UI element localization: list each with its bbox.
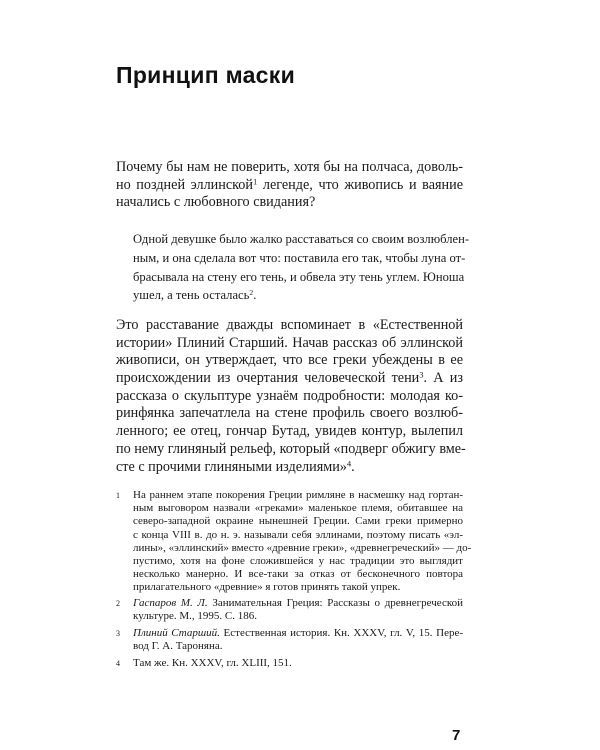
footnote-2 [116,597,463,623]
footnote-number: 2 [116,599,120,608]
footnote-ref[interactable]: 3 [419,369,424,380]
text-line: несколько манерно. И все-таки за отказ от бесконечного повтора [133,568,463,581]
text-fragment: легенде, что живопись и ваяние [262,176,464,193]
text-line: ринфянка запечатлела на стене профиль своего возлюб- [116,405,463,422]
text-line: Почему бы нам не поверить, хотя бы на полчаса, доволь- [116,159,463,175]
paragraph-intro [116,159,463,212]
text-line [133,627,463,640]
chapter-title: Принцип маски [116,62,296,88]
text-line: лины», «эллинский» вместо «древние греки», «древнегреческий» — до- [133,541,472,554]
text-line: На раннем этапе покорения Греции римляне в насмешку над гортан- [133,489,463,501]
text-fragment: Занимательная Греция: Рассказы о древнегреческой [212,597,464,609]
text-line: Одной девушке было жалко расставаться со своим возлюблен- [133,232,470,246]
text-fragment: ушел, а тень осталась [133,288,250,303]
text-line: Это расставание дважды вспоминает в «Естественной [116,317,463,333]
text-line [116,370,463,388]
text-line: вод Г. А. Тароняна. [133,640,223,653]
text-line [116,177,463,195]
quote-block [133,230,470,305]
text-line: с конца VIII в. до н. э. называли себя эллинами, поэтому писать «эл- [133,528,463,541]
text-fragment: но поздней эллинской [116,176,253,193]
footnote-3 [116,627,463,653]
text-line: истории» Плиний Старший. Начав рассказ об эллинской [116,334,463,351]
text-line: ным выговором назвали «греками» маленькое племя, обитавшее на [133,502,463,515]
text-line: Там же. Кн. XXXV, гл. XLIII, 151. [133,657,292,669]
text-line: культуре. М., 1995. С. 186. [133,610,257,623]
text-fragment: Естественная история. Кн. XXXV, гл. V, 15. Пере- [223,627,464,639]
footnote-number: 3 [116,629,120,638]
text-line: прилагательного «древние» я готов принять такой упрек. [133,581,401,594]
footnote-ref[interactable]: 1 [253,176,258,187]
paragraph-pliny [116,317,466,476]
footnote-number: 4 [116,659,120,668]
footnote-4 [116,657,463,670]
author-name: Гаспаров М. Л. [133,597,208,609]
footnote-number: 1 [116,491,120,500]
text-line: начались с любовного свидания? [116,194,316,211]
text-line: пустимо, хотя на фоне сложившейся у нас традиции это выглядит [133,554,463,567]
page-number: 7 [452,727,461,744]
text-line: брасывала на стену его тень, и обвела эту тень углем. Юноша [133,269,465,284]
text-line: ушел, а тень осталась$^2$. [133,288,257,303]
text-fragment: происхождении из очертания человеческой тени [116,370,420,387]
text-line: живописи, он утверждает, что все греки убеждены в ее [116,352,463,369]
text-line: ленного; ее отец, гончар Бутад, увидев контур, вылепил [116,423,463,440]
footnote-1 [116,489,472,595]
text-fragment: . А из [423,370,463,387]
text-line [133,597,463,610]
text-line: рассказа о скульптуре узнаём подробности: молодая ко- [116,387,463,404]
text-fragment: сте с прочими глиняными изделиями» [116,458,347,475]
text-line: сте с прочими глиняными изделиями»$^4$. [116,457,355,475]
text-line: ным, и она сделала вот что: поставила его так, чтобы луна от- [133,250,466,265]
author-name: Плиний Старший. [133,627,220,639]
footnote-ref[interactable]: 2 [249,288,254,298]
text-line: по нему глиняный рельеф, который «подверг обжигу вме- [116,440,466,457]
footnote-ref[interactable]: 4 [346,457,352,468]
text-line: северо-западной окраине нынешней Греции. Сами греки примерно [133,515,463,528]
